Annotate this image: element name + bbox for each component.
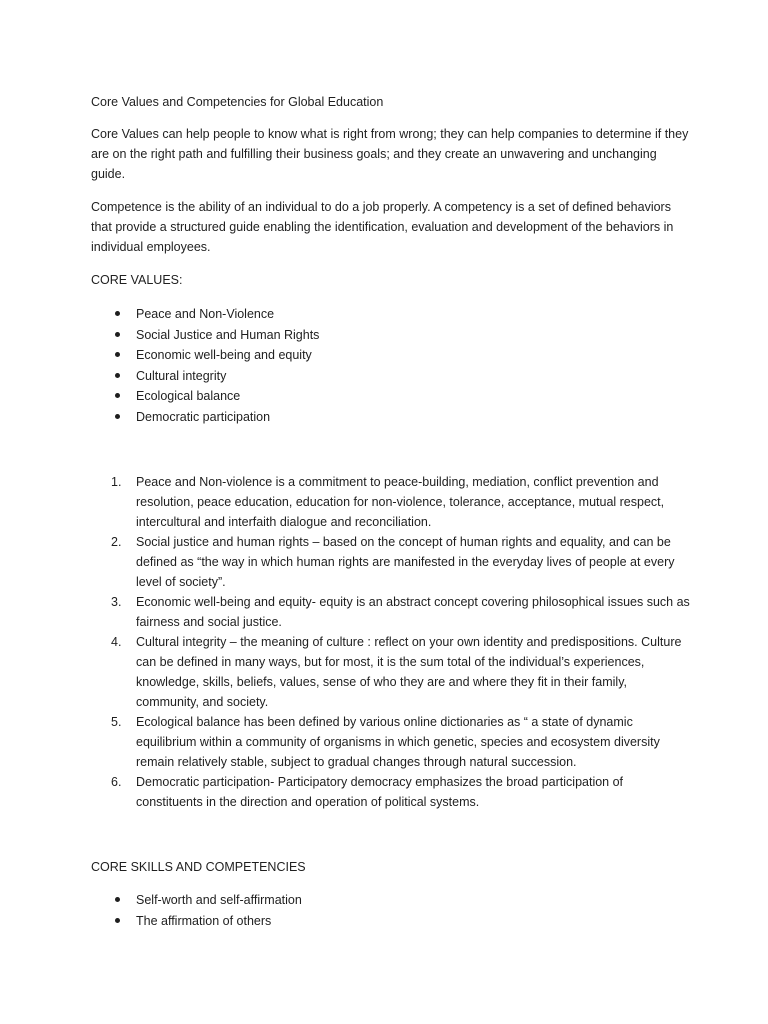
list-item: Social Justice and Human Rights: [91, 325, 319, 346]
list-item: Economic well-being and equity: [91, 345, 319, 366]
core-values-list: [91, 304, 319, 427]
numbered-item: [91, 592, 691, 632]
item-text: Cultural integrity – the meaning of culture : reflect on your own identity and predispositions. Culture can be defined in many ways, but for most, it is the sum total of the individual’s experiences, knowledge, skills, beliefs, values, sense of who they are and where they fit in their family, community, and society.: [136, 635, 682, 709]
document-title: Core Values and Competencies for Global Education: [91, 95, 384, 109]
item-number: 3.: [111, 595, 122, 609]
numbered-item: [91, 712, 691, 772]
core-values-heading: CORE VALUES:: [91, 273, 183, 287]
item-text: Ecological balance has been defined by various online dictionaries as “ a state of dynamic equilibrium within a community of organisms in which genetic, species and ecosystem diversity remain relatively stable, subject to gradual changes through natural succession.: [136, 715, 660, 769]
item-number: 5.: [111, 715, 122, 729]
item-text: Economic well-being and equity- equity is an abstract concept covering philosophical issues such as fairness and social justice.: [136, 595, 690, 629]
numbered-item: [91, 772, 691, 812]
item-text: Democratic participation- Participatory democracy emphasizes the broad participation of constituents in the direction and operation of political systems.: [136, 775, 624, 809]
intro-paragraph-core-values: Core Values can help people to know what is right from wrong; they can help companies to determine if they are on the right path and fulfilling their business goals; and they create an unwavering and unchanging guide.: [91, 127, 689, 181]
core-values-definitions-list: [91, 472, 691, 812]
numbered-item: [91, 632, 691, 712]
item-number: 2.: [111, 535, 122, 549]
intro-paragraph-competence: Competence is the ability of an individual to do a job properly. A competency is a set of defined behaviors that provide a structured guide enabling the identification, evaluation and development of the behaviors in individual employees.: [91, 200, 674, 254]
numbered-item: [91, 472, 691, 532]
item-number: 6.: [111, 775, 122, 789]
item-number: 1.: [111, 475, 122, 489]
list-item: Cultural integrity: [91, 366, 319, 387]
list-item: Democratic participation: [91, 407, 319, 428]
core-skills-heading: CORE SKILLS AND COMPETENCIES: [91, 860, 306, 874]
list-item: Self-worth and self-affirmation: [91, 890, 302, 911]
numbered-item: [91, 532, 691, 592]
list-item: The affirmation of others: [91, 911, 302, 932]
core-skills-list: [91, 890, 302, 931]
list-item: Ecological balance: [91, 386, 319, 407]
item-number: 4.: [111, 635, 122, 649]
list-item: Peace and Non-Violence: [91, 304, 319, 325]
item-text: Peace and Non-violence is a commitment to peace-building, mediation, conflict prevention and resolution, peace education, education for non-violence, tolerance, acceptance, mutual respect, intercultural and interfaith dialogue and reconciliation.: [136, 475, 665, 529]
item-text: Social justice and human rights – based on the concept of human rights and equality, and can be defined as “the way in which human rights are manifested in the everyday lives of people at every level of society”.: [136, 535, 675, 589]
